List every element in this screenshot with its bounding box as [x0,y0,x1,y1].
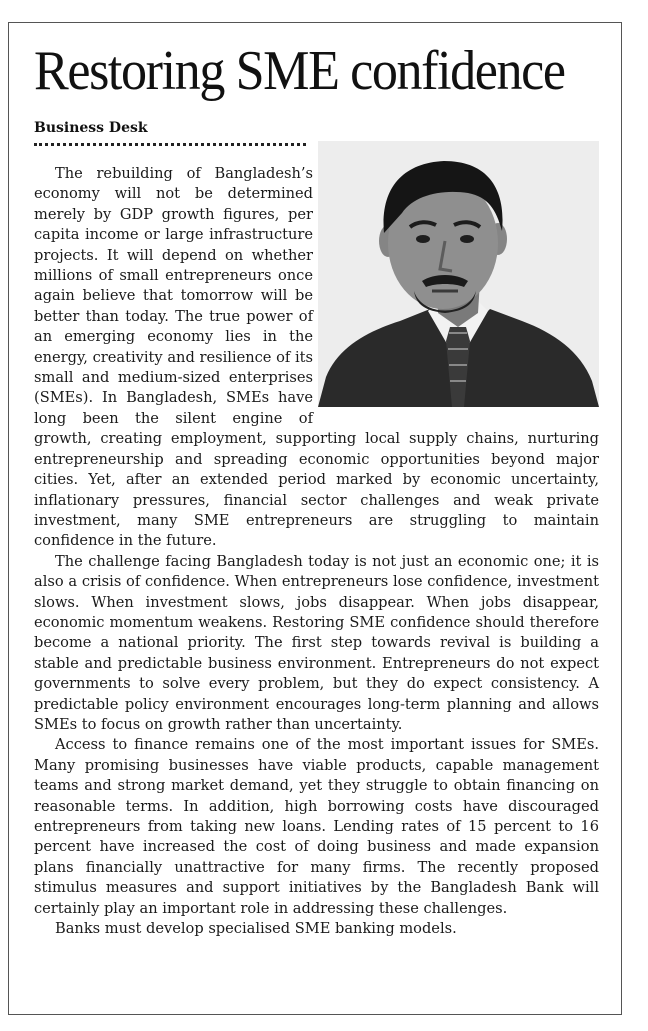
paragraph-3: Access to finance remains one of the most important issues for SMEs. Many promising businesses have viable products, capable management teams and strong market demand, yet they struggle to obtain financing on reasonable terms. In addition, high borrowing costs have discouraged entrepreneurs from taking new loans. Lending rates of 15 percent to 16 percent have increased the cost of doing business and made expansion plans financially unattractive for many firms. The recently proposed stimulus measures and support initiatives by the Bangladesh Bank will certainly play an important role in addressing these challenges. [34,736,599,917]
photo-text-wrap-space [313,164,599,410]
paragraph-1: The rebuilding of Bangladesh’s economy will not be determined merely by GDP growth figures, per capita income or large infrastructure projects. It will depend on whether millions of small entrepreneurs once again believe that tomorrow will be better than today. The true power of an emerging economy lies in the energy, creativity and resilience of its small and medium-sized enterprises (SMEs). In Bangladesh, SMEs have long been the silent engine of growth, creating employment, supporting local supply chains, nurturing entrepreneurship and spreading economic opportunities beyond major cities. Yet, after an extended period marked by economic uncertainty, inflationary pressures, financial sector challenges and weak private investment, many SME entrepreneurs are struggling to maintain confidence in the future. [34,165,599,550]
paragraph-4: Banks must develop specialised SME banking models. [55,920,457,938]
dotted-divider [34,143,306,146]
paragraph-2: The challenge facing Bangladesh today is not just an economic one; it is also a crisis of confidence. When entrepreneurs lose confidence, investment slows. When investment slows, jobs disappear. When jobs disappear, economic momentum weakens. Restoring SME confidence should therefore become a national priority. The first step towards revival is building a stable and predictable business environment. Entrepreneurs do not expect governments to solve every problem, but they do expect consistency. A predictable policy environment encourages long-term planning and allows SMEs to focus on growth rather than uncertainty. [34,552,599,733]
headline: Restoring SME confidence [34,40,565,102]
article-body [34,164,599,939]
byline: Business Desk [34,120,148,136]
